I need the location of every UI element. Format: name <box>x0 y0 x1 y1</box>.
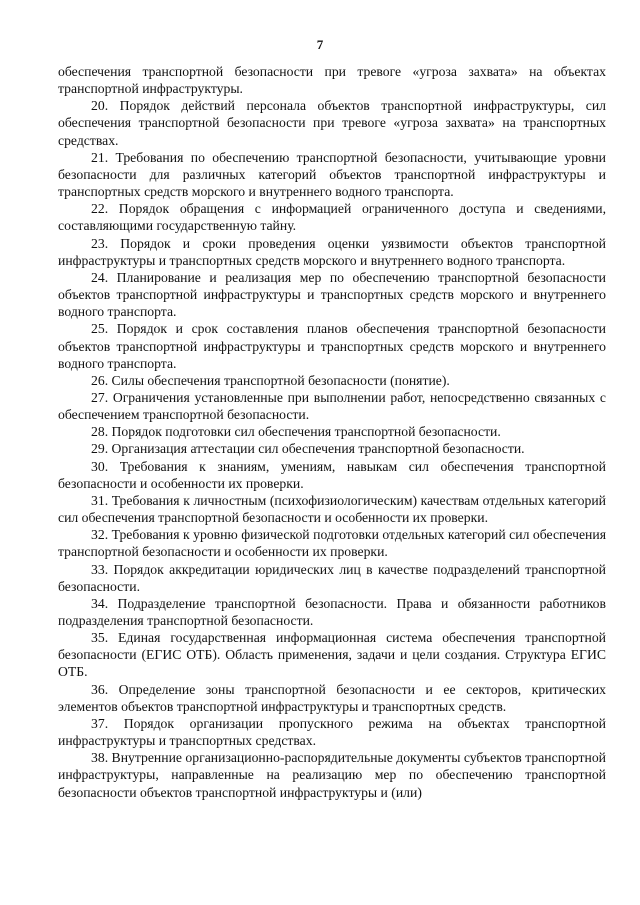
paragraph-item-38: 38. Внутренние организационно-распорядительные документы субъектов транспортной инфраструктуры, направленные на реализацию мер по обеспечению транспортной безопасности объектов транспортной инфраструктуры и (или) <box>58 750 606 800</box>
paragraph-item-26: 26. Силы обеспечения транспортной безопасности (понятие). <box>91 372 450 388</box>
paragraph-item-32: 32. Требования к уровню физической подготовки отдельных категорий сил обеспечения транспортной безопасности и особенности их проверки. <box>58 527 606 560</box>
paragraph-item-25: 25. Порядок и срок составления планов обеспечения транспортной безопасности объектов транспортной инфраструктуры и транспортных средств морского и внутреннего водного транспорта. <box>58 321 606 371</box>
paragraph-item-28: 28. Порядок подготовки сил обеспечения транспортной безопасности. <box>91 424 501 440</box>
paragraph-item-30: 30. Требования к знаниям, умениям, навыкам сил обеспечения транспортной безопасности и особенности их проверки. <box>58 458 606 491</box>
paragraph-item-23: 23. Порядок и сроки проведения оценки уязвимости объектов транспортной инфраструктуры и транспортных средств морского и внутреннего водного транспорта. <box>58 235 606 268</box>
page-number: 7 <box>316 37 324 52</box>
paragraph-item-36: 36. Определение зоны транспортной безопасности и ее секторов, критических элементов объектов транспортной инфраструктуры и транспортных средств. <box>58 681 606 714</box>
paragraph-item-21: 21. Требования по обеспечению транспортной безопасности, учитывающие уровни безопасности для различных категорий объектов транспортной инфраструктуры и транспортных средств морского и внутреннего водного транспорта. <box>58 149 606 200</box>
paragraph-item-27: 27. Ограничения установленные при выполнении работ, непосредственно связанных с обеспечением транспортной безопасности. <box>58 389 606 423</box>
paragraph-item-29: 29. Организация аттестации сил обеспечения транспортной безопасности. <box>91 441 525 457</box>
paragraph-item-31: 31. Требования к личностным (психофизиологическим) качествам отдельных категорий сил обеспечения транспортной безопасности и особенности их проверки. <box>58 492 606 526</box>
paragraph-item-22: 22. Порядок обращения с информацией ограниченного доступа и сведениями, составляющими государственную тайну. <box>58 201 606 234</box>
paragraph-item-33: 33. Порядок аккредитации юридических лиц в качестве подразделений транспортной безопасности. <box>58 561 606 594</box>
paragraph-item-24: 24. Планирование и реализация мер по обеспечению транспортной безопасности объектов транспортной инфраструктуры и транспортных средств морского и внутреннего водного транспорта. <box>58 269 606 320</box>
document-body <box>58 63 606 801</box>
paragraph-item-34: 34. Подразделение транспортной безопасности. Права и обязанности работников подразделения транспортной безопасности. <box>58 595 606 628</box>
paragraph-item-20: 20. Порядок действий персонала объектов транспортной инфраструктуры, сил обеспечения транспортной безопасности при тревоге «угроза захвата» на транспортных средствах. <box>58 98 606 148</box>
paragraph-continuation: обеспечения транспортной безопасности при тревоге «угроза захвата» на объектах транспортной инфраструктуры. <box>58 64 606 97</box>
paragraph-item-35: 35. Единая государственная информационная система обеспечения транспортной безопасности (ЕГИС ОТБ). Область применения, задачи и цели создания. Структура ЕГИС ОТБ. <box>58 630 606 680</box>
paragraph-item-37: 37. Порядок организации пропускного режима на объектах транспортной инфраструктуры и транспортных средствах. <box>58 715 606 749</box>
